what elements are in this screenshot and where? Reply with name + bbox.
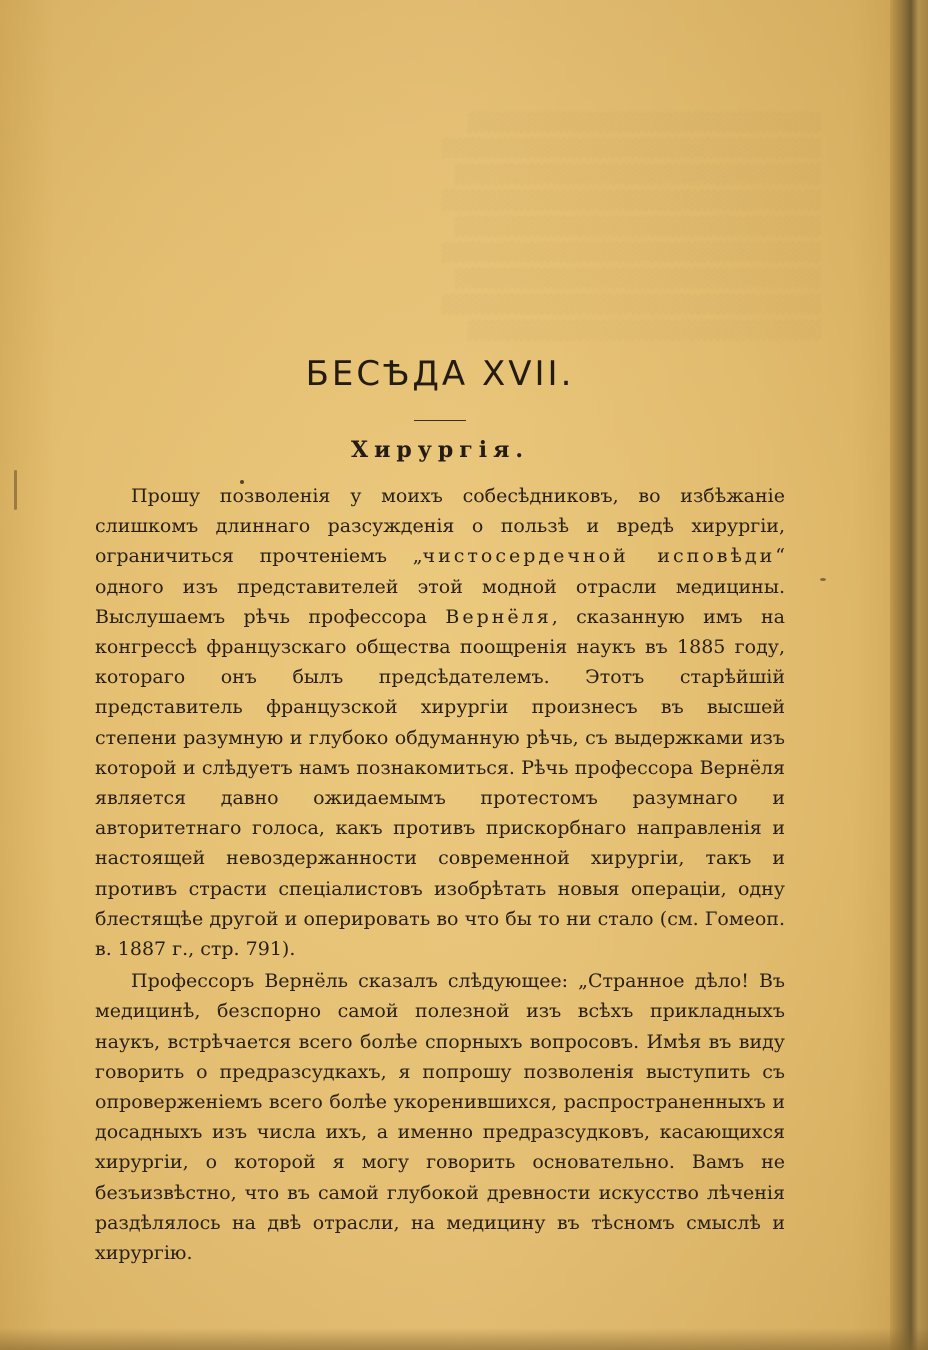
paragraph-2: Профессоръ Вернёль сказалъ слѣдующее: „Странное дѣло! Въ медицинѣ, безспорно самой полезной изъ всѣхъ прикладныхъ наукъ, встрѣчается всего болѣе спорныхъ вопросовъ. Имѣя въ виду говорить о предразсудкахъ, я попрошу позволенія выступить съ опроверженіемъ всего болѣе укоренившихся, распространенныхъ и досадныхъ изъ числа ихъ, а именно предразсудковъ, касающихся хирургіи, о которой я могу говорить основательно. Вамъ не безъизвѣстно, что въ самой глубокой древности искусство лѣченія раздѣлялось на двѣ отрасли, на медицину въ тѣсномъ смыслѣ и хирургію. (95, 970, 785, 1265)
paragraph-1-name: Вернёля (445, 605, 552, 628)
chapter-subheading: Хирургія. (351, 437, 529, 463)
paragraph-1 (95, 481, 785, 964)
page-content (95, 340, 785, 1268)
book-spine-edge (890, 0, 928, 1350)
paragraph-1-quote: чистосердечной исповѣди (422, 545, 776, 568)
page-bottom-edge (0, 1328, 928, 1350)
heading-divider (414, 420, 466, 421)
paragraph-1-intro: Прошу позволенія у моихъ собесѣдниковъ, во избѣжаніе слишкомъ длиннаго разсужденія о пользѣ и вредѣ хирургіи, ограничиться прочтеніемъ „ (95, 485, 785, 568)
paragraph-1-after-quote: “ одного изъ представителей этой модной отрасли медицины. Выслушаемъ рѣчь профессора (95, 545, 785, 628)
ink-speck (820, 578, 826, 581)
chapter-heading: БЕСѢДА XVII. (305, 354, 575, 394)
show-through-text: ░░░░░░░░░░░░░░░░░░░░░░░░░░░ ░░░░░░░░░░░░░░░░░░░░░░░░░░░░░ ░░░░░░░░░░░░░░░░░░░░░░░░░░░░ ░░░░░░░░░░░░░░░░░░░░░░░░░░░░░ ░░░░░░░░░░░░░░░░░░░░░░░░░░░░ ░░░░░░░░░░░░░░░░░░░░░░░░░░░░░ ░░░░░░░░░░░░░░░░░░░░░░░░░░░░ ░░░░░░░░░░░░░░░░░░░░░░░░░░░░░ ░░░░░░░░░░░░░░░░░░░░░░░░░░░ (440, 113, 820, 341)
margin-mark (14, 470, 17, 510)
paragraph-1-rest: , сказанную имъ на конгрессѣ французскаго общества поощренія наукъ въ 1885 году, котораго онъ былъ предсѣдателемъ. Этотъ старѣйшій представитель французской хирургіи произнесъ въ высшей степени разумную и глубоко обдуманную рѣчь, съ выдержками изъ которой и слѣдуетъ намъ познакомиться. Рѣчь профессора Вернёля является давно ожидаемымъ протестомъ разумнаго и авторитетнаго голоса, какъ противъ прискорбнаго направленія и настоящей невоздержанности современной хирургіи, такъ и противъ страсти спеціалистовъ изобрѣтать новыя операціи, одну блестящѣе другой и оперировать во что бы то ни стало (см. Гомеоп. в. 1887 г., стр. 791). (95, 605, 785, 961)
